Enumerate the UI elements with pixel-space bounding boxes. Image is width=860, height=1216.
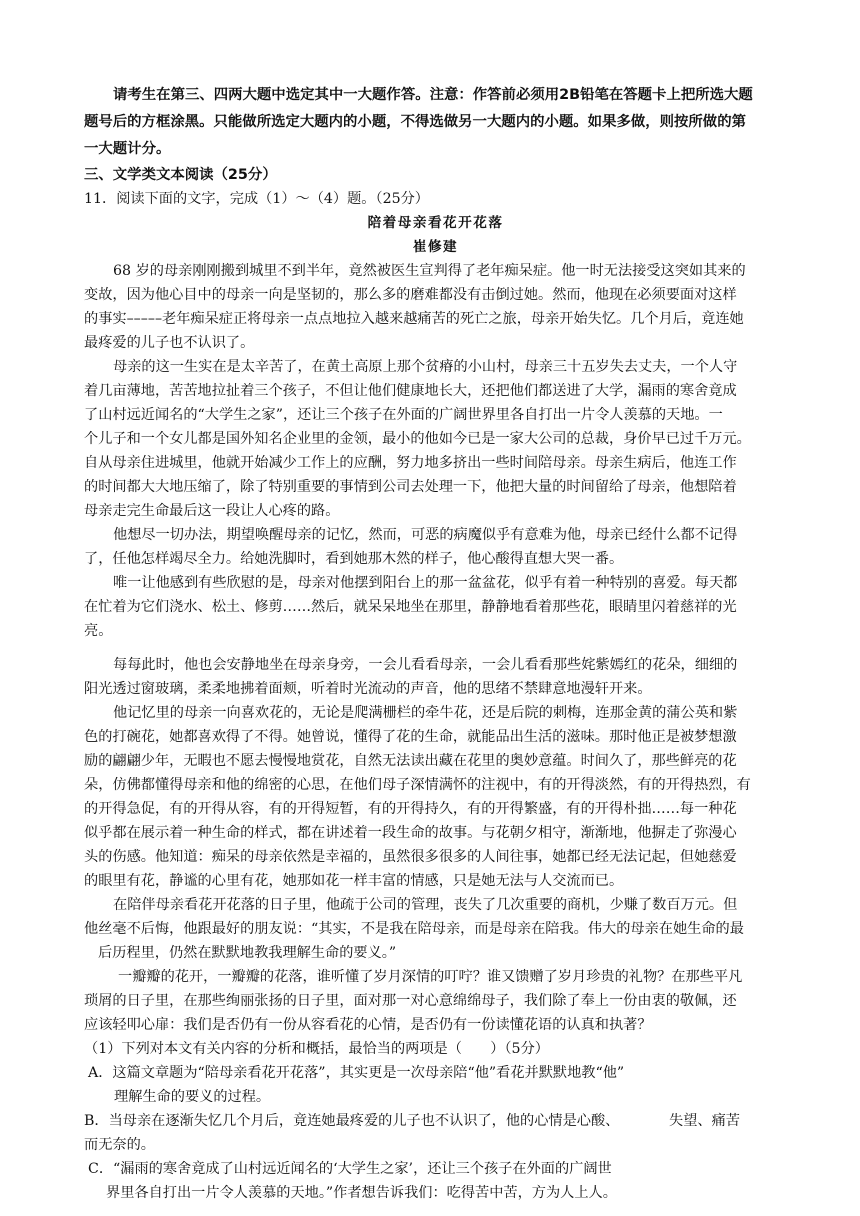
paragraph-line: 亮。 bbox=[84, 623, 113, 639]
paragraph-line: 头的伤感。他知道：痴呆的母亲依然是幸福的，虽然很多很多的人间往事，她都已经无法记起，但她慈爱 bbox=[84, 849, 737, 865]
paragraph-line: 在陪伴母亲看花开花落的日子里，他疏于公司的管理，丧失了几次重要的商机，少赚了数百万元。但 bbox=[113, 897, 738, 913]
paragraph-line: 他记忆里的母亲一向喜欢花的，无论是爬满栅栏的牵牛花，还是后院的刺梅，连那金黄的蒲公英和紫 bbox=[113, 705, 738, 721]
paragraph-line: 在忙着为它们浇水、松土、修剪……然后，就呆呆地坐在那里，静静地看着那些花，眼睛里闪着慈祥的光 bbox=[84, 599, 737, 615]
section-heading: 三、文学类文本阅读（25分） bbox=[84, 167, 277, 183]
paragraph-line: 应该轻叩心扉：我们是否仍有一份从容看花的心情，是否仍有一份读懂花语的认真和执著？ bbox=[84, 1017, 652, 1033]
paragraph-line: 着几亩薄地，苦苦地拉扯着三个孩子，不但让他们健康地长大，还把他们都送进了大学，漏雨的寒舍竟成 bbox=[84, 383, 737, 399]
paragraph-line: 母亲走完生命最后这一段让人心疼的路。 bbox=[84, 503, 340, 519]
paragraph-line: 的时间都大大地压缩了，除了特别重要的事情到公司去处理一下，他把大量的时间留给了母亲，他想陪着 bbox=[84, 479, 737, 495]
paragraph-line: 68 岁的母亲刚刚搬到城里不到半年，竟然被医生宣判得了老年痴呆症。他一时无法接受这突如其来的 bbox=[113, 263, 746, 279]
article-paragraph bbox=[84, 965, 787, 1037]
option-line: B．当母亲在逐渐失忆几个月后，竟连她最疼爱的儿子也不认识了，他的心情是心酸、 失望、痛苦 bbox=[84, 1113, 740, 1129]
paragraph-line: 了，任他怎样竭尽全力。给她洗脚时，看到她那木然的样子，他心酸得直想大哭一番。 bbox=[84, 551, 624, 567]
paragraph-line: 每每此时，他也会安静地坐在母亲身旁，一会儿看看母亲，一会儿看看那些姹紫嫣红的花朵，细细的 bbox=[113, 657, 738, 673]
paragraph-line: 阳光透过窗玻璃，柔柔地拂着面颊，听着时光流动的声音，他的思绪不禁肆意地漫轩开来。 bbox=[84, 681, 652, 697]
paragraph-line: 一瓣瓣的花开，一瓣瓣的花落，谁听懂了岁月深情的叮咛？谁又馈赠了岁月珍贵的礼物？在那些平凡 bbox=[118, 969, 743, 985]
paragraph-line: 的事实–––––老年痴呆症正将母亲一点点地拉入越来越痛苦的死亡之旅，母亲开始失忆。几个月后，竟连她 bbox=[84, 311, 744, 327]
paragraph-line: 他想尽一切办法，期望唤醒母亲的记忆，然而，可恶的病魔似乎有意难为他，母亲已经什么都不记得 bbox=[113, 527, 738, 543]
article-paragraph bbox=[84, 523, 787, 571]
article-author: 崔修建 bbox=[412, 239, 459, 255]
paragraph-line: 似乎都在展示着一种生命的样式，都在讲述着一段生命的故事。与花朝夕相守，渐渐地，他摒走了弥漫心 bbox=[84, 825, 737, 841]
instruction-line: 请考生在第三、四两大题中选定其中一大题作答。注意：作答前必须用2B铅笔在答题卡上把所选大题 bbox=[113, 87, 753, 103]
paragraph-line: 母亲的这一生实在是太辛苦了，在黄土高原上那个贫瘠的小山村，母亲三十五岁失去丈夫，一个人守 bbox=[113, 359, 738, 375]
article-paragraph bbox=[84, 653, 787, 701]
article-paragraph bbox=[84, 701, 787, 893]
option-line: 而无奈的。 bbox=[84, 1137, 155, 1153]
paragraph-line: 琐屑的日子里，在那些绚丽张扬的日子里，面对那一对心意绵绵母子，我们除了奉上一份由衷的敬佩，还 bbox=[84, 993, 737, 1009]
exam-page bbox=[84, 82, 787, 1205]
paragraph-line: 变故，因为他心目中的母亲一向是坚韧的，那么多的磨难都没有击倒过她。然而，他现在必须要面对这样 bbox=[84, 287, 737, 303]
paragraph-line: 励的翩翩少年，无暇也不愿去慢慢地赏花，自然无法读出藏在花里的奥妙意蕴。时间久了，那些鲜亮的花 bbox=[84, 753, 737, 769]
sub-question: （1）下列对本文有关内容的分析和概括，最恰当的两项是（ ）（5分） bbox=[84, 1041, 549, 1057]
paragraph-line: 朵，仿佛都懂得母亲和他的绵密的心思，在他们母子深情满怀的注视中，有的开得淡然，有的开得热烈，有 bbox=[84, 777, 751, 793]
article-title: 陪着母亲看花开花落 bbox=[367, 215, 504, 231]
instruction-line: 一大题计分。 bbox=[84, 141, 171, 157]
paragraph-line: 他丝毫不后悔，他跟最好的朋友说：“其实，不是我在陪母亲，而是母亲在陪我。伟大的母亲在她生命的最 bbox=[84, 921, 744, 937]
paragraph-line: 了山村远近闻名的“大学生之家”，还让三个孩子在外面的广阔世界里各自打出一片令人羡慕的天地。一 bbox=[84, 407, 723, 423]
paragraph-line: 色的打碗花，她都喜欢得了不得。她曾说，懂得了花的生命，就能品出生活的滋味。那时他正是被梦想激 bbox=[84, 729, 737, 745]
article-paragraph bbox=[84, 259, 787, 355]
paragraph-line: 的开得急促，有的开得从容，有的开得短暂，有的开得持久，有的开得繁盛，有的开得朴拙……每一种花 bbox=[84, 801, 737, 817]
article-paragraph bbox=[84, 571, 787, 643]
option-line: 理解生命的要义的过程。 bbox=[114, 1089, 271, 1105]
option-line: C．“漏雨的寒舍竟成了山村远近闻名的‘大学生之家’，还让三个孩子在外面的广阔世 bbox=[88, 1161, 612, 1177]
question-intro: 11．阅读下面的文字，完成（1）～（4）题。（25分） bbox=[84, 191, 429, 207]
option-c bbox=[84, 1157, 787, 1205]
article-paragraph bbox=[84, 355, 787, 523]
option-b bbox=[84, 1109, 787, 1157]
paragraph-line: 唯一让他感到有些欣慰的是，母亲对他摆到阳台上的那一盆盆花，似乎有着一种特别的喜爱。每天都 bbox=[113, 575, 738, 591]
paragraph-line: 的眼里有花，静谧的心里有花，她那如花一样丰富的情感，只是她无法与人交流而已。 bbox=[84, 873, 624, 889]
instruction-line: 题号后的方框涂黑。只能做所选定大题内的小题，不得选做另一大题内的小题。如果多做，则按所做的第 bbox=[84, 114, 746, 130]
paragraph-line: 自从母亲住进城里，他就开始减少工作上的应酬，努力地多挤出一些时间陪母亲。母亲生病后，他连工作 bbox=[84, 455, 737, 471]
paragraph-line: 后历程里，仍然在默默地教我理解生命的要义。” bbox=[98, 945, 397, 961]
paragraph-line: 个儿子和一个女儿都是国外知名企业里的金领，最小的他如今已是一家大公司的总裁，身价早已过千万元。 bbox=[84, 431, 751, 447]
instructions-block bbox=[84, 82, 787, 163]
paragraph-line: 最疼爱的儿子也不认识了。 bbox=[84, 335, 255, 351]
option-line: A．这篇文章题为“陪母亲看花开花落”，其实更是一次母亲陪“他”看花并默默地教“他” bbox=[88, 1065, 625, 1081]
option-a bbox=[84, 1061, 787, 1109]
article-paragraph bbox=[84, 893, 787, 965]
option-line: 界里各自打出一片令人羡慕的天地。”作者想告诉我们：吃得苦中苦，方为人上人。 bbox=[106, 1185, 617, 1201]
